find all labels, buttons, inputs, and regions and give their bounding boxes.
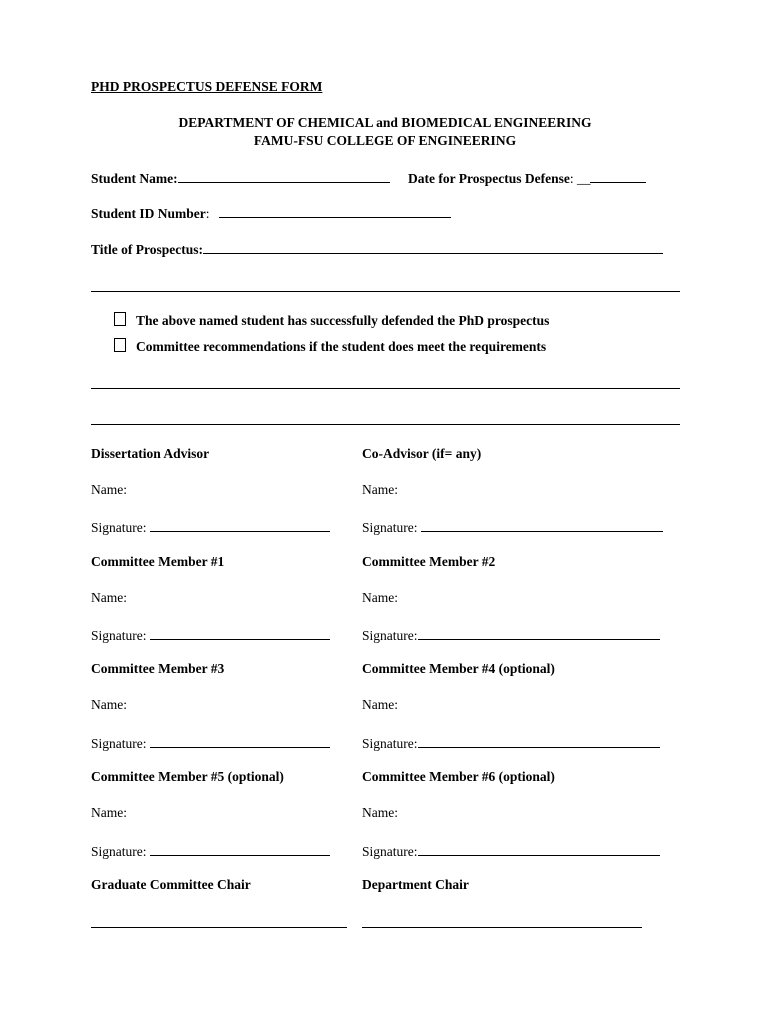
member4-signature-field[interactable]	[418, 734, 660, 748]
member3-heading: Committee Member #3	[91, 661, 225, 676]
checkbox-icon[interactable]	[114, 338, 126, 352]
co-advisor-name-label: Name:	[362, 482, 398, 497]
defense-date-field[interactable]	[590, 169, 646, 183]
member1-signature-row: Signature:	[91, 626, 330, 644]
grad-chair-heading: Graduate Committee Chair	[91, 877, 251, 892]
student-name-field[interactable]	[178, 169, 390, 183]
dept-chair-heading: Department Chair	[362, 877, 469, 892]
comments-line-1[interactable]	[91, 388, 680, 389]
member2-name-label: Name:	[362, 590, 398, 605]
defense-date-blank: __	[576, 171, 591, 186]
comments-line-2[interactable]	[91, 424, 680, 425]
prospectus-title-field[interactable]	[203, 240, 663, 254]
member4-heading: Committee Member #4 (optional)	[362, 661, 555, 676]
college-heading: FAMU-FSU COLLEGE OF ENGINEERING	[253, 133, 517, 148]
defense-date-row: Date for Prospectus Defense: __	[408, 169, 646, 187]
co-advisor-heading: Co-Advisor (if= any)	[362, 446, 482, 461]
dept-chair-signature-line[interactable]	[362, 927, 642, 928]
member6-signature-row: Signature:	[362, 842, 660, 860]
member2-signature-row: Signature:	[362, 626, 660, 644]
grad-chair-signature-line[interactable]	[91, 927, 347, 928]
advisor-signature-row: Signature:	[91, 518, 330, 536]
member3-signature-row: Signature:	[91, 734, 330, 752]
member4-name-label: Name:	[362, 697, 398, 712]
option-defended-label: The above named student has successfully defended the PhD prospectus	[136, 313, 550, 328]
member5-signature-field[interactable]	[150, 842, 330, 856]
student-id-field[interactable]	[219, 204, 451, 218]
member5-heading: Committee Member #5 (optional)	[91, 769, 284, 784]
member2-heading: Committee Member #2	[362, 554, 496, 569]
member1-name-label: Name:	[91, 590, 127, 605]
prospectus-title-label: Title of Prospectus:	[91, 242, 203, 257]
member6-signature-field[interactable]	[418, 842, 660, 856]
form-title: PHD PROSPECTUS DEFENSE FORM	[91, 79, 323, 94]
member1-heading: Committee Member #1	[91, 554, 225, 569]
member6-name-label: Name:	[362, 805, 398, 820]
member5-name-label: Name:	[91, 805, 127, 820]
prospectus-title-line-2[interactable]	[91, 291, 680, 292]
member2-signature-field[interactable]	[418, 626, 660, 640]
department-heading: DEPARTMENT OF CHEMICAL and BIOMEDICAL ENGINEERING	[178, 115, 592, 130]
advisor-name-label: Name:	[91, 482, 127, 497]
student-id-row: Student ID Number:	[91, 204, 451, 222]
defense-date-label: Date for Prospectus Defense	[408, 171, 570, 186]
option-defended[interactable]	[114, 312, 549, 329]
member4-signature-row: Signature:	[362, 734, 660, 752]
option-recommendations-label: Committee recommendations if the student does meet the requirements	[136, 339, 547, 354]
student-name-label: Student Name:	[91, 171, 178, 186]
checkbox-icon[interactable]	[114, 312, 126, 326]
advisor-signature-field[interactable]	[150, 518, 330, 532]
option-recommendations[interactable]	[114, 338, 546, 355]
co-advisor-signature-field[interactable]	[421, 518, 663, 532]
member3-signature-field[interactable]	[150, 734, 330, 748]
student-name-row	[91, 169, 390, 187]
member1-signature-field[interactable]	[150, 626, 330, 640]
title-row	[91, 240, 663, 258]
co-advisor-signature-row: Signature:	[362, 518, 663, 536]
member6-heading: Committee Member #6 (optional)	[362, 769, 555, 784]
member5-signature-row: Signature:	[91, 842, 330, 860]
student-id-label: Student ID Number	[91, 206, 206, 221]
advisor-heading: Dissertation Advisor	[91, 446, 210, 461]
member3-name-label: Name:	[91, 697, 127, 712]
